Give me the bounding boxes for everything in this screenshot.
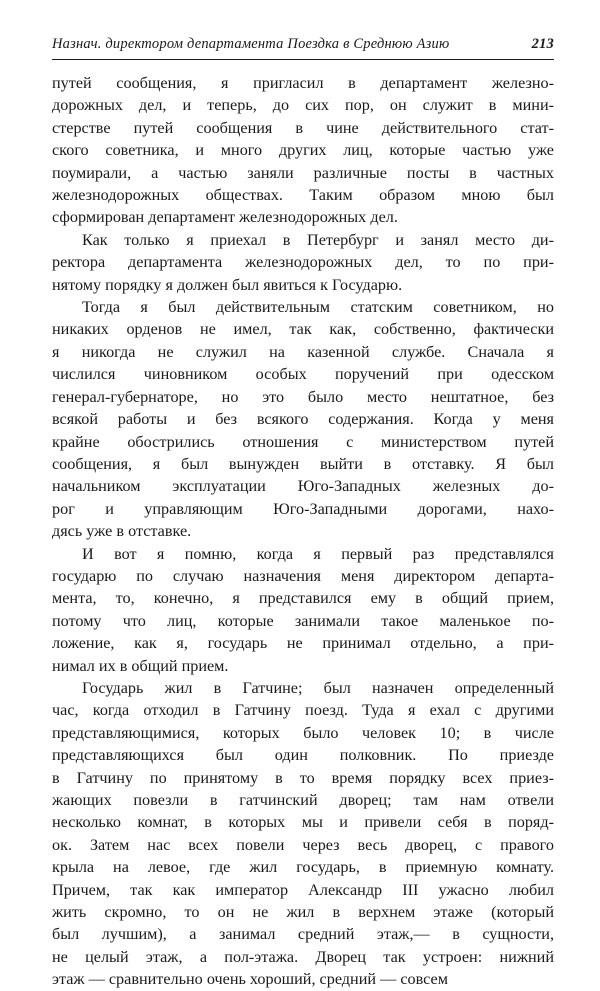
text-line: этаж — сравнительно очень хороший, средний — совсем: [52, 970, 448, 989]
text-line: путей сообщения, я пригласил в департамент железно-: [52, 74, 554, 92]
book-page: [52, 36, 554, 991]
text-line: ложение, как я, государь не принимал отдельно, а при-: [52, 634, 554, 653]
paragraph: [52, 543, 554, 677]
text-line: жить скромно, то он не жил в верхнем этаже (который: [52, 903, 554, 922]
text-line: мента, то, конечно, я представился ему в общий прием,: [52, 589, 554, 608]
text-line: Государь жил в Гатчине; был назначен определенный: [82, 678, 554, 697]
text-line: ского советника, и много других лиц, которые частью уже: [52, 141, 554, 160]
text-line: Тогда я был действительным статским советником, но: [82, 298, 554, 317]
text-line: И вот я помню, когда я первый раз представлялся: [82, 544, 554, 563]
text-line: дорожных дел, и теперь, до сих пор, он служит в мини-: [52, 96, 554, 115]
running-head-title: Назнач. директором департамента Поездка в Среднюю Азию: [52, 36, 450, 52]
text-line: начальником эксплуатации Юго-Западных железных до-: [52, 477, 554, 496]
text-line: я никогда не служил на казенной службе. Сначала я: [52, 342, 554, 361]
text-line: дясь уже в отставке.: [52, 522, 192, 541]
paragraph: [52, 296, 554, 542]
text-line: рог и управляющим Юго-Западными дорогами, нахо-: [52, 499, 554, 518]
text-line: сообщения, я был вынужден выйти в отставку. Я был: [52, 454, 554, 473]
text-line: не целый этаж, а пол-этажа. Дворец так устроен: нижний: [52, 947, 554, 966]
text-line: крайне обострились отношения с министерством путей: [52, 432, 554, 451]
text-line: представляющимися, которых было человек 10; в числе: [52, 723, 554, 742]
text-line: числился чиновником особых поручений при одесском: [52, 365, 554, 384]
text-line: Причем, так как император Александр III ужасно любил: [52, 880, 554, 899]
text-line: представляющихся был один полковник. По приезде: [52, 746, 554, 765]
text-line: в Гатчину по принятому в то время порядку всех приез-: [52, 768, 554, 787]
text-line: ректора департамента железнодорожных дел, то по при-: [52, 253, 554, 272]
text-line: ок. Затем нас всех повели через весь дворец, с правого: [52, 835, 554, 854]
text-line: несколько комнат, в которых мы и привели себя в поряд-: [52, 813, 554, 832]
text-line: генерал-губернаторе, но это было место нештатное, без: [52, 387, 554, 406]
text-line: был лучшим), а занимал средний этаж,— в сущности,: [52, 925, 554, 944]
text-line: потому что лиц, которые занимали такое маленькое по-: [52, 611, 554, 630]
text-line: сформирован департамент железнодорожных дел.: [52, 208, 398, 227]
text-line: жающих повезли в гатчинский дворец; там нам отвели: [52, 791, 554, 809]
body-text: [52, 72, 554, 991]
text-line: час, когда отходил в Гатчину поезд. Туда я ехал с другими: [52, 701, 554, 720]
text-line: государю по случаю назначения меня директором департа-: [52, 566, 554, 585]
text-line: всякой работы и без всякого содержания. Когда у меня: [52, 410, 554, 429]
text-line: нимал их в общий прием.: [52, 656, 229, 675]
text-line: стерстве путей сообщения в чине действительного стат-: [52, 118, 554, 137]
text-line: железнодорожных обществах. Таким образом мною был: [52, 186, 554, 205]
text-line: никаких орденов не имел, так как, собственно, фактически: [52, 320, 554, 339]
text-line: нятому порядку я должен был явиться к Государю.: [52, 275, 403, 294]
text-line: крыла на левое, где жил государь, в приемную комнату.: [52, 858, 554, 877]
text-line: Как только я приехал в Петербург и занял место ди-: [82, 230, 554, 249]
page-number: 213: [531, 36, 554, 52]
paragraph: [52, 229, 554, 296]
paragraph: [52, 72, 554, 229]
text-line: поумирали, а частью заняли различные посты в частных: [52, 163, 554, 182]
paragraph: [52, 677, 554, 991]
running-head: [52, 36, 554, 60]
